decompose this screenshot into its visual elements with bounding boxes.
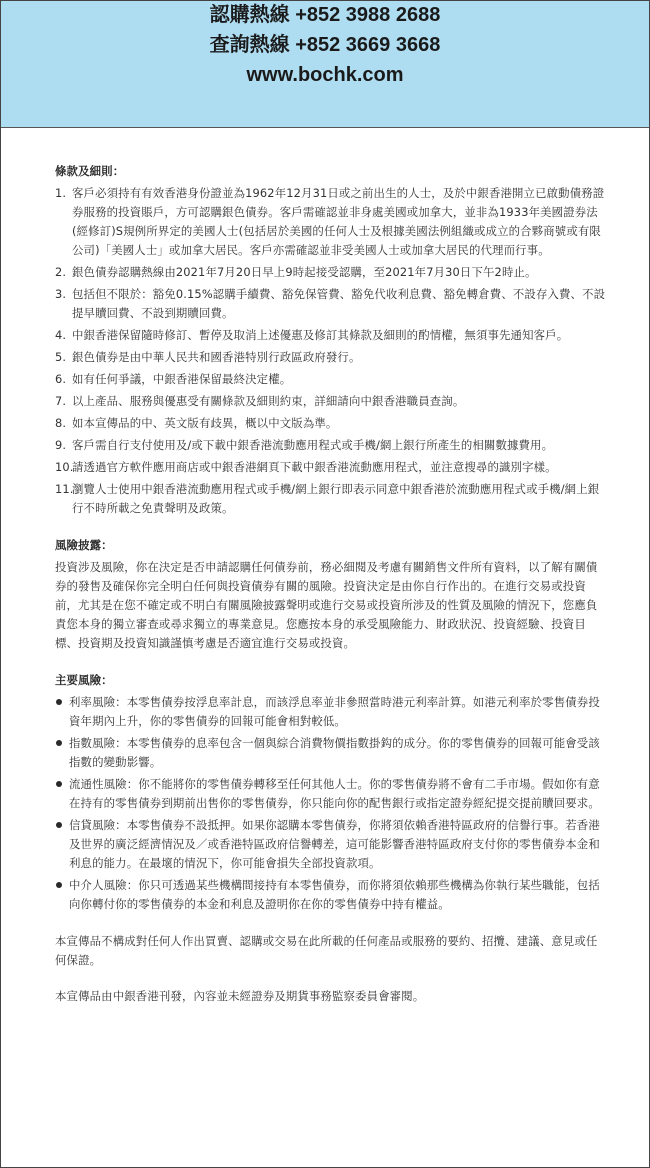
terms-item-number: 7.: [55, 394, 67, 408]
terms-item-number: 2.: [55, 265, 67, 279]
main-risks-title: 主要風險：: [55, 673, 113, 687]
terms-item-number: 3.: [55, 287, 67, 301]
terms-item-number: 6.: [55, 372, 67, 386]
terms-title: 條款及細則：: [55, 164, 125, 178]
terms-item-text: 客戶需自行支付使用及/或下載中銀香港流動應用程式或手機/網上銀行所產生的相關數據費用。: [72, 438, 554, 452]
risk-item-text: 信貸風險：本零售債券不設抵押。如果你認購本零售債券，你將須依賴香港特區政府的信譽行事。若香港及世界的廣泛經濟情況及／或香港特區政府信譽轉差，這可能影響香港特區政府支付你的零售債券本金和利息的能力。在最壞的情況下，你可能會損失全部投資款項。: [69, 818, 600, 870]
terms-item-text: 客戶必須持有有效香港身份證並為1962年12月31日或之前出生的人士，及於中銀香港開立已啟動債務證券服務的投資賬戶，方可認購銀色債券。客戶需確認並非身處美國或加拿大，並非為1933年美國證券法(經修訂)S規例所界定的美國人士(包括居於美國的任何人士及根據美國法例組織或成立的合夥商號或有限公司)「美國人士」或加拿大居民。客戶亦需確認並非受美國人士或加拿大居民的代理而行事。: [72, 186, 605, 257]
footer-disclaimer: 本宣傳品不構成對任何人作出買賣、認購或交易在此所載的任何產品或服務的要約、招攬、建議、意見或任何保證。: [55, 934, 598, 967]
website-link[interactable]: www.bochk.com: [246, 64, 404, 86]
subscription-hotline: 認購熱線 +852 3988 2688: [209, 4, 441, 26]
terms-item-text: 瀏覽人士使用中銀香港流動應用程式或手機/網上銀行即表示同意中銀香港於流動應用程式或手機/網上銀行不時所載之免責聲明及政策。: [72, 482, 600, 515]
terms-item-text: 銀色債券認購熱線由2021年7月20日早上9時起接受認購，至2021年7月30日下午2時止。: [72, 265, 537, 279]
terms-item-number: 10.: [55, 460, 74, 474]
terms-item-text: 請透過官方軟件應用商店或中銀香港網頁下載中銀香港流動應用程式，並注意搜尋的識別字樣。: [72, 460, 557, 474]
terms-item-number: 9.: [55, 438, 67, 452]
terms-item-number: 11.: [55, 482, 74, 496]
risk-disclosure-title: 風險披露：: [55, 538, 113, 552]
risk-item-text: 流通性風險：你不能將你的零售債券轉移至任何其他人士。你的零售債券將不會有二手市場。假如你有意在持有的零售債券到期前出售你的零售債券，你只能向你的配售銀行或指定證券經紀提交提前贖回要求。: [69, 777, 600, 810]
risk-item-text: 中介人風險：你只可透過某些機構間接持有本零售債券，而你將須依賴那些機構為你執行某些職能，包括向你轉付你的零售債券的本金和利息及證明你在你的零售債券中持有權益。: [69, 878, 600, 911]
terms-item-number: 1.: [55, 186, 67, 200]
terms-item-text: 包括但不限於：豁免0.15%認購手續費、豁免保管費、豁免代收利息費、豁免轉倉費、不設存入費、不設提早贖回費、不設到期贖回費。: [72, 287, 606, 320]
terms-item-text: 如有任何爭議，中銀香港保留最終決定權。: [72, 372, 292, 386]
footer-issuer-note: 本宣傳品由中銀香港刊發，內容並未經證券及期貨事務監察委員會審閱。: [55, 989, 425, 1003]
risk-disclosure-text: 投資涉及風險，你在決定是否申請認購任何債券前，務必細閱及考慮有關銷售文件所有資料，以了解有關債券的發售及確保你完全明白任何與投資債券有關的風險。投資決定是由你自行作出的。在進行交易或投資前，尤其是在您不確定或不明白有關風險披露聲明或進行交易或投資所涉及的性質及風險的情況下，您應負責您本身的獨立審查或尋求獨立的專業意見。您應按本身的承受風險能力、財政狀況、投資經驗、投資目標、投資期及投資知識謹慎考慮是否適宜進行交易或投資。: [55, 560, 598, 650]
terms-item-number: 5.: [55, 350, 67, 364]
risk-item-text: 指數風險：本零售債券的息率包含一個與綜合消費物價指數掛鈎的成分。你的零售債券的回報可能會受該指數的變動影響。: [69, 736, 600, 769]
terms-item-text: 如本宣傳品的中、英文版有歧異，概以中文版為準。: [72, 416, 338, 430]
terms-item-text: 中銀香港保留隨時修訂、暫停及取消上述優惠及修訂其條款及細則的酌情權，無須事先通知客戶。: [72, 328, 569, 342]
risk-item-text: 利率風險：本零售債券按浮息率計息，而該浮息率並非參照當時港元利率計算。如港元利率於零售債券投資年期內上升，你的零售債券的回報可能會相對較低。: [69, 695, 600, 728]
terms-item-text: 銀色債券是由中華人民共和國香港特別行政區政府發行。: [72, 350, 361, 364]
terms-item-text: 以上產品、服務與優惠受有關條款及細則約束，詳細請向中銀香港職員查詢。: [72, 394, 465, 408]
enquiry-hotline: 查詢熱線 +852 3669 3668: [209, 34, 441, 56]
terms-item-number: 4.: [55, 328, 67, 342]
terms-item-number: 8.: [55, 416, 67, 430]
